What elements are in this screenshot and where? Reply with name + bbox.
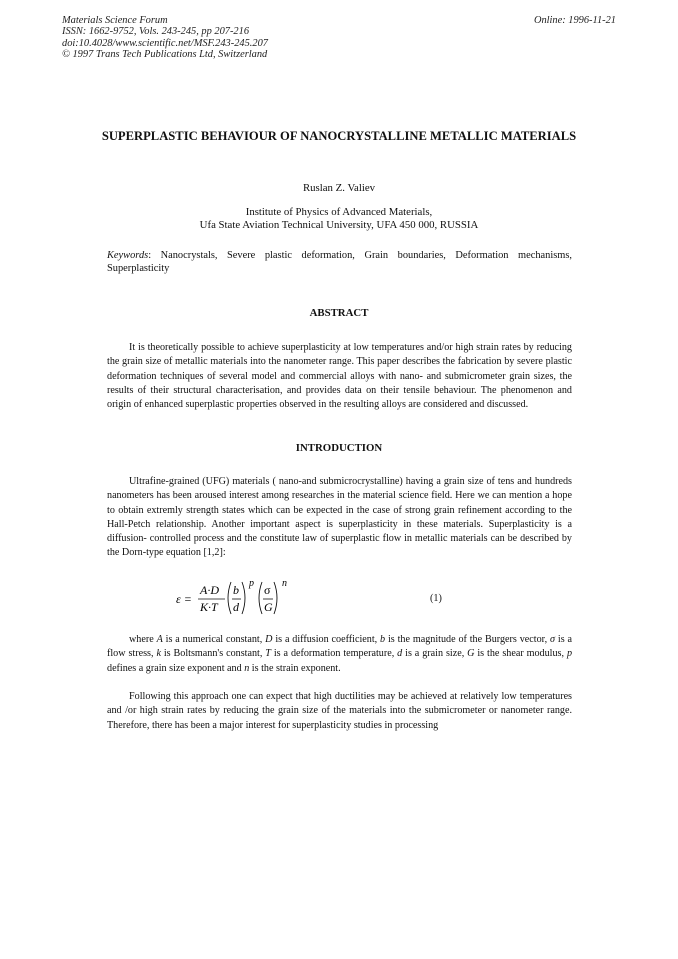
doi-line[interactable]: doi:10.4028/www.scientific.net/MSF.243-245.207 xyxy=(62,37,268,49)
journal-name: Materials Science Forum xyxy=(62,15,168,26)
online-date: Online: 1996-11-21 xyxy=(533,15,616,26)
eq-numerator: A·D xyxy=(200,583,219,597)
eq-left-paren-1 xyxy=(228,582,231,614)
intro-paragraph-2: Following this approach one can expect that high ductilities may be achieved at relatively low temperatures and /or high strain rates by reducing the grain size of the materials into the submicrometer or nanometer range. Therefore, there has been a major interest for superplasticity studies in processing xyxy=(107,691,572,731)
eq-d: d xyxy=(233,600,239,614)
keywords-label: Keywords xyxy=(107,250,149,261)
eq-denominator: K·T xyxy=(200,600,218,614)
eq-right-paren-1 xyxy=(242,582,245,614)
dorn-equation xyxy=(176,576,306,624)
eq-p-exponent: p xyxy=(249,578,254,589)
eq-G: G xyxy=(264,600,273,614)
author-name: Ruslan Z. Valiev xyxy=(302,182,376,194)
issn-line: ISSN: 1662-9752, Vols. 243-245, pp 207-216 xyxy=(62,26,250,38)
intro-paragraph-1: Ultrafine-grained (UFG) materials ( nano-and submicrocrystalline) having a grain size of tens and hundreds nanometers has been aroused interest among researches in the material science field. Here we can mention a hope to obtain extremly strength states which can be expected in the case of strong grain refinement according to the Hall-Petch relationship. Another important aspect is superplasticity in these materials. Superplasticity is a diffusion- controlled process and the constitute law of superplastic flow in metallic materials can be described by the Dorn-type equation [1,2]: xyxy=(107,476,572,559)
journal-header xyxy=(62,15,616,61)
equation-number: (1) xyxy=(430,593,442,604)
eq-lhs: ε = xyxy=(176,592,192,606)
affiliation xyxy=(0,206,678,232)
eq-sigma: σ xyxy=(264,583,271,597)
eq-left-paren-2 xyxy=(259,582,262,614)
eq-n-exponent: n xyxy=(282,578,287,589)
paper-title: SUPERPLASTIC BEHAVIOUR OF NANOCRYSTALLINE METALLIC MATERIALS xyxy=(101,129,577,143)
eq-right-paren-2 xyxy=(274,582,277,614)
keywords xyxy=(107,250,572,275)
copyright-line: © 1997 Trans Tech Publications Ltd, Switzerland xyxy=(62,49,268,61)
introduction-heading: INTRODUCTION xyxy=(295,442,383,454)
keywords-text: : Nanocrystals, Severe plastic deformation, Grain boundaries, Deformation mechanisms, Superplasticity xyxy=(107,250,572,274)
eq-b: b xyxy=(233,583,239,597)
affiliation-line-2: Ufa State Aviation Technical University, UFA 450 000, RUSSIA xyxy=(199,219,479,231)
abstract-heading: ABSTRACT xyxy=(309,307,369,319)
intro-where-paragraph: where A is a numerical constant, D is a diffusion coefficient, b is the magnitude of the Burgers vector, σ is a flow stress, k is Boltsmann's constant, T is a deformation temperature, d is a grain size, G is the shear modulus, p defines a grain size exponent and n is the strain exponent. xyxy=(107,634,573,674)
affiliation-line-1: Institute of Physics of Advanced Materials, xyxy=(245,206,433,218)
abstract-text: It is theoretically possible to achieve superplasticity at low temperatures and/or high strain rates by reducing the grain size of metallic materials into the nanometer range. This paper describes the fabrication by severe plastic deformation techniques of several model and commercial alloys with nano- and submicrometer grain sizes, the results of their structural characterisation, and provides data on their tensile behaviour. The phenomenon and origin of enhanced superplastic properties observed in the resulting alloys are considered and discussed. xyxy=(107,342,572,411)
